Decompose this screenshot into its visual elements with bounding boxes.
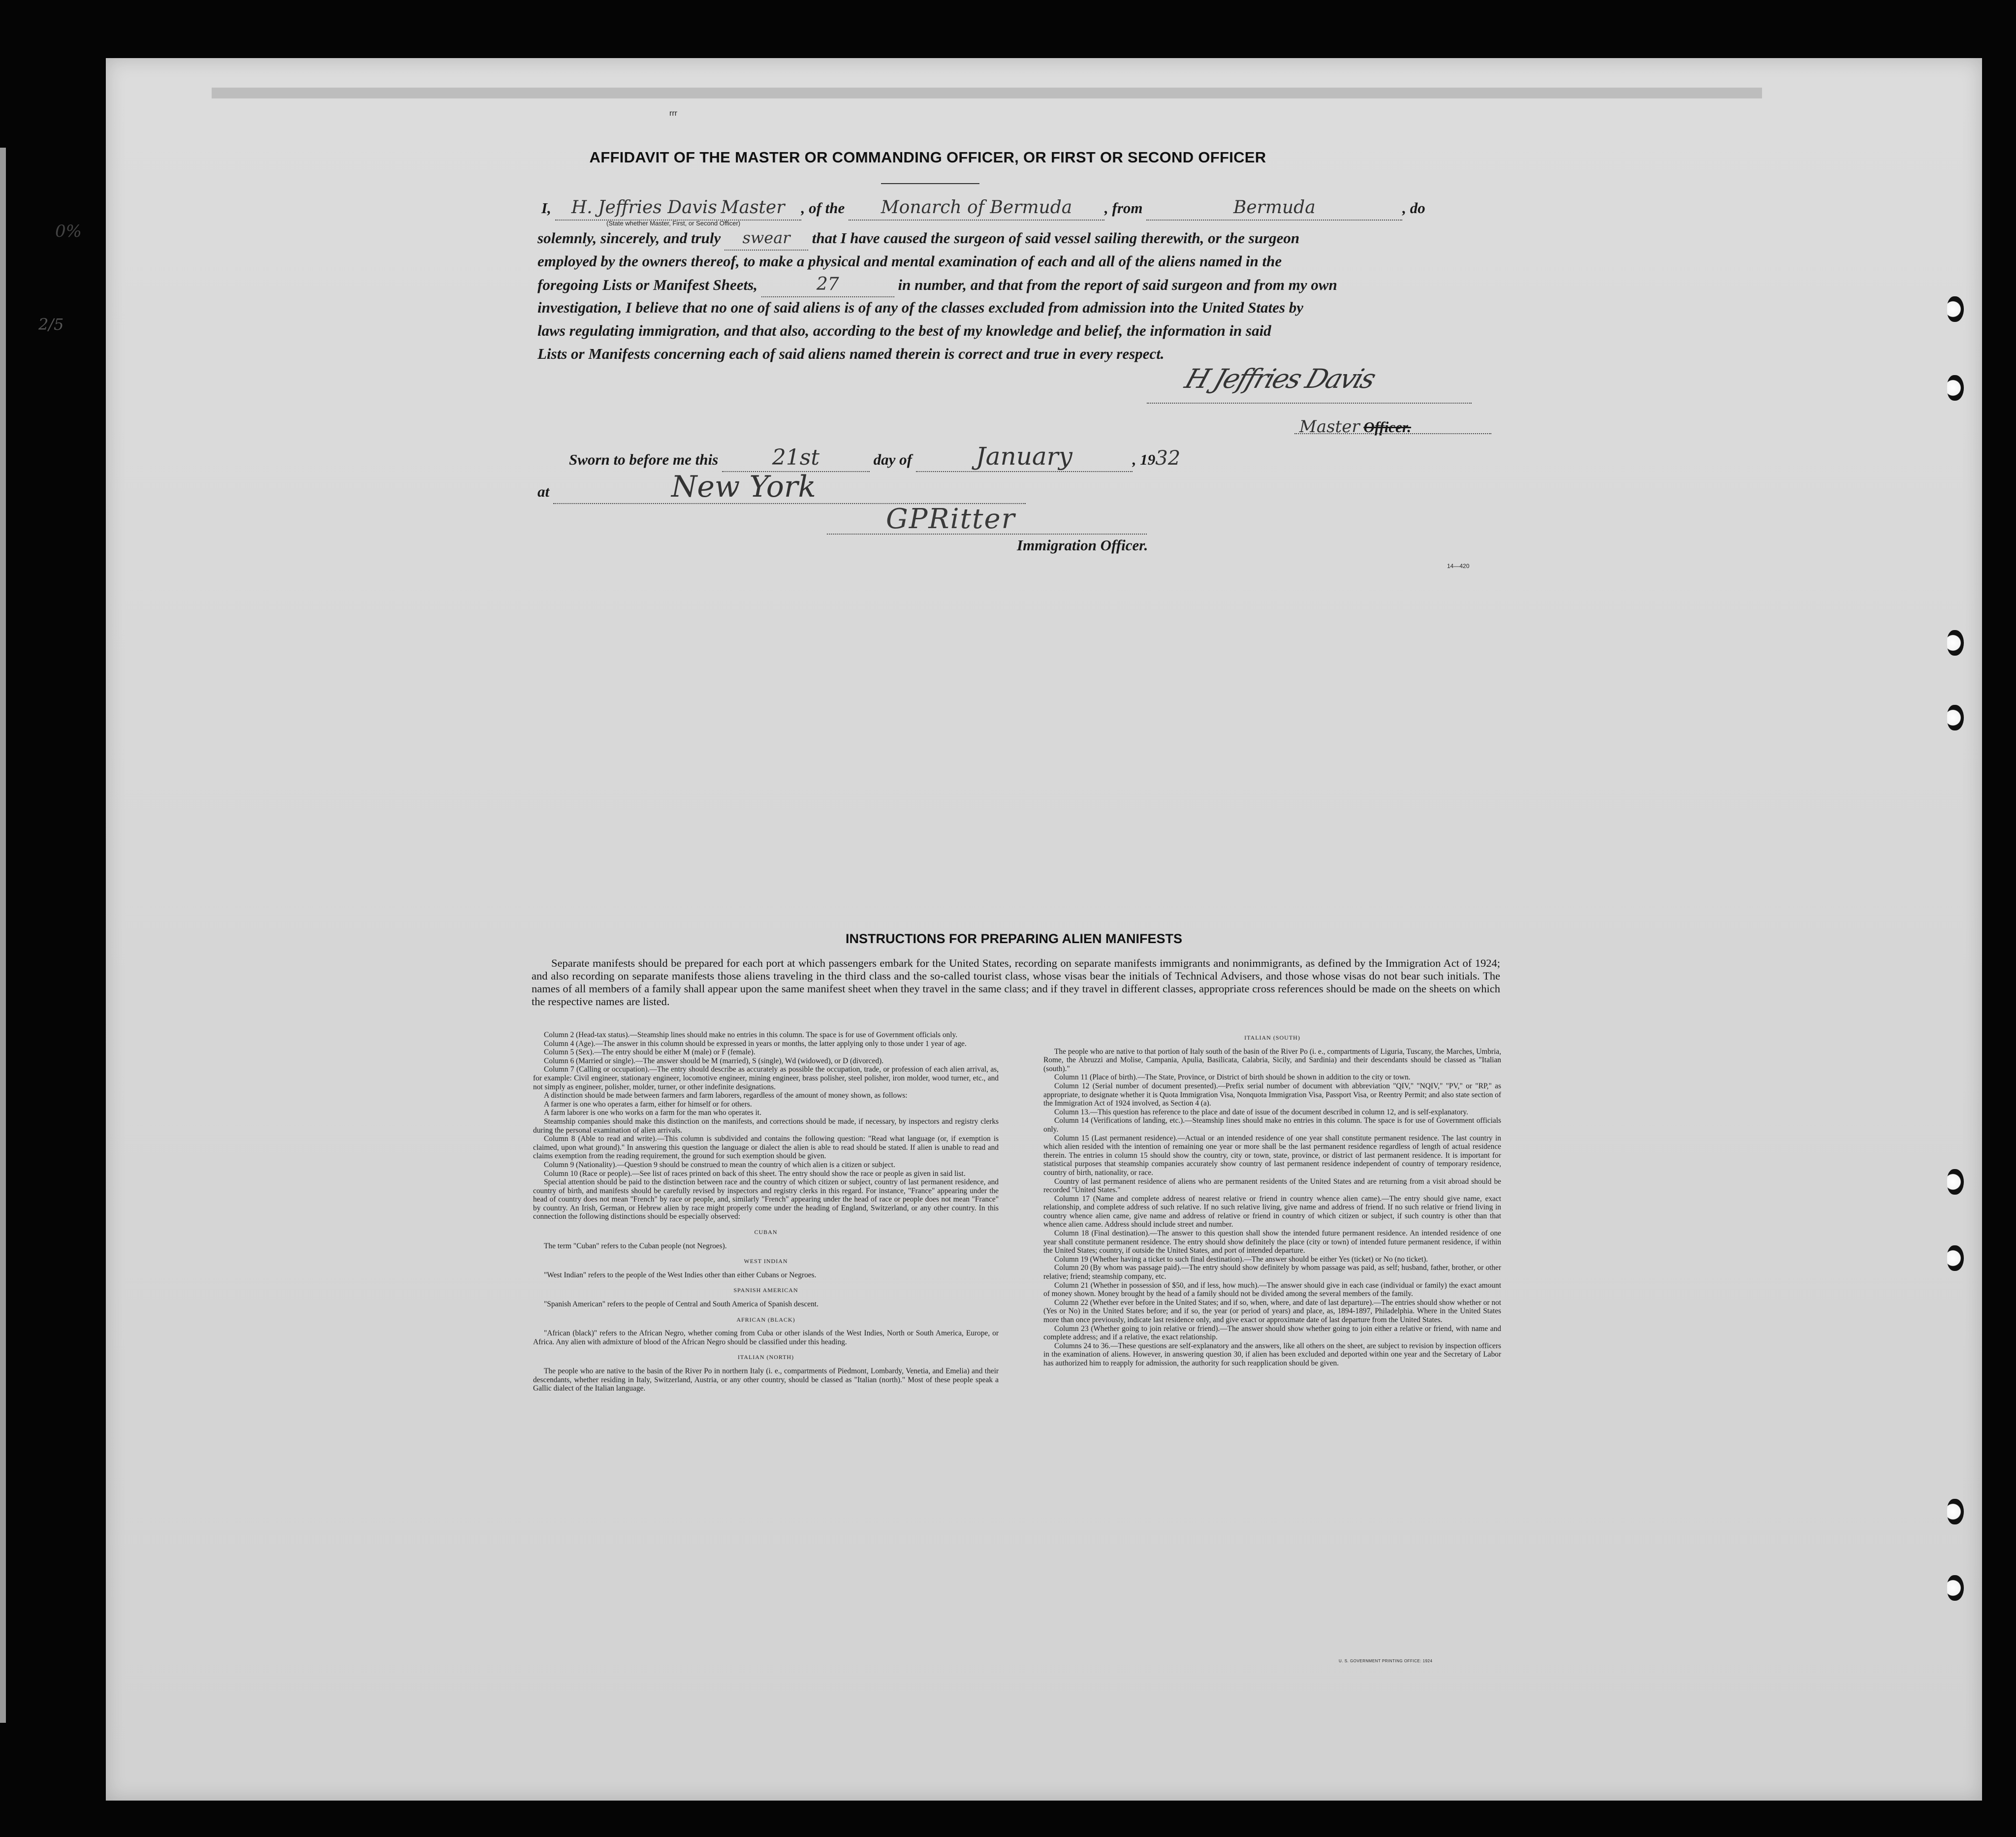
instruction-paragraph: Column 6 (Married or single).—The answer should be M (married), S (single), Wd (widowed), or D (divorced). bbox=[544, 1056, 883, 1065]
punch-hole bbox=[1947, 630, 1964, 656]
instruction-paragraph: Column 5 (Sex).—The entry should be either M (male) or F (female). bbox=[544, 1048, 756, 1057]
oath-word: swear bbox=[742, 228, 790, 247]
affidavit-line-4: foregoing Lists or Manifest Sheets, 27 in number, and that from the report of said surgeon and from my own bbox=[537, 273, 1506, 297]
punch-hole bbox=[1947, 296, 1964, 322]
sworn-line: Sworn to before me this 21st day of January , 1932 bbox=[569, 445, 1307, 472]
section-heading: CUBAN bbox=[754, 1229, 778, 1236]
instructions-title: INSTRUCTIONS FOR PREPARING ALIEN MANIFESTS bbox=[845, 931, 1183, 946]
instruction-paragraph: Column 20 (By whom was passage paid).—The entry should show definitely by whom passage was paid, as self; husband, father, brother, or other relative; friend; steamship company, etc. bbox=[1043, 1264, 1501, 1281]
section-heading: WEST INDIAN bbox=[744, 1258, 788, 1265]
affidavit-title: AFFIDAVIT OF THE MASTER OR COMMANDING OFFICER, OR FIRST OR SECOND OFFICER bbox=[589, 149, 1266, 166]
at-line: at New York bbox=[537, 475, 1079, 504]
instruction-paragraph: Steamship companies should make this distinction on the manifests, and corrections should be made, if necessary, by inspectors and registry clerks during the personal examination of alien arrivals. bbox=[533, 1117, 999, 1135]
instruction-paragraph: Column 18 (Final destination).—The answer to this question shall show the intended future permanent residence. An intended residence of one year shall constitute permanent residence. The entry should show definitely the place (city or town) of intended future permanent residence, if within the United States; country, if outside the United States, and port of intended departure. bbox=[1043, 1229, 1501, 1255]
instruction-paragraph: Column 7 (Calling or occupation).—The entry should describe as accurately as possible the occupation, trade, or profession of each alien arrival, as, for example: Civil engineer, stationary engineer, locomotive engineer, mining engineer, brass polisher, steel polisher, iron molder, wood turner, etc., and not simply as engineer, polisher, molder, turner, or other indefinite designations. bbox=[533, 1065, 999, 1091]
officer-rank-line bbox=[1299, 415, 1411, 439]
punch-hole bbox=[1947, 1499, 1964, 1524]
instruction-paragraph: The people who are native to that portion of Italy south of the basin of the River Po (i. e., compartments of Liguria, Tuscany, the Marches, Umbria, Rome, the Abruzzi and Molise, Campania, Apulia, Basilicata, Calabria, Sicily, and Sardinia) and their descendants should be classed as "Italian (south)." bbox=[1043, 1047, 1501, 1073]
immigration-officer-title: Immigration Officer. bbox=[1017, 537, 1148, 554]
instructions-left-column bbox=[533, 1031, 999, 1393]
instruction-paragraph: The people who are native to the basin of the River Po in northern Italy (i. e., compartments of Piedmont, Lombardy, Venetia, and Emelia) and their descendants, whether residing in Italy, Switzerland, Austria, or any other country, should be classed as "Italian (north)." Most of these people speak a Gallic dialect of the Italian language. bbox=[533, 1367, 999, 1393]
affidavit-line-2: solemnly, sincerely, and truly swear that I have caused the surgeon of said vessel sailing therewith, or the surgeon bbox=[537, 226, 1506, 251]
instruction-paragraph: "African (black)" refers to the African Negro, whether coming from Cuba or other islands of the West Indies, North or South America, Europe, or Africa. Any alien with admixture of blood of the African Negro should be classified under this heading. bbox=[533, 1329, 999, 1346]
punch-hole bbox=[1947, 1245, 1964, 1271]
affidavit-line-5: investigation, I believe that no one of said aliens is of any of the classes excluded from admission into the United States by bbox=[537, 299, 1304, 316]
master-signature: H Jeffries Davis bbox=[1181, 363, 1379, 394]
punch-hole bbox=[1947, 705, 1964, 730]
instruction-paragraph: Column 21 (Whether in possession of $50, and if less, how much).—The answer should give in each case (individual or family) the exact amount of money shown. Money brought by the head of a family should not be divided among the several members of the family. bbox=[1043, 1281, 1501, 1299]
printer-imprint: U. S. GOVERNMENT PRINTING OFFICE: 1924 bbox=[1339, 1659, 1433, 1663]
sworn-year: 32 bbox=[1155, 447, 1181, 470]
section-heading: AFRICAN (BLACK) bbox=[736, 1316, 795, 1323]
title-rule bbox=[881, 183, 979, 184]
instruction-paragraph: Columns 24 to 36.—These questions are self-explanatory and the answers, like all others on the sheet, are subject to revision by inspection officers in the examination of aliens. However, in answering question 30, if alien has been excluded and deported within one year and the Secretary of Labor has authorized him to reapply for admission, the authority for such reapplication should be given. bbox=[1043, 1341, 1501, 1367]
instruction-paragraph: Column 23 (Whether going to join relative or friend).—The answer should show whether going to join either a relative or friend, with name and complete address; and if a relative, the exact relationship. bbox=[1043, 1324, 1501, 1342]
port-name: Bermuda bbox=[1233, 197, 1316, 218]
instruction-paragraph: Column 9 (Nationality).—Question 9 should be construed to mean the country of which alien is a citizen or subject. bbox=[544, 1160, 895, 1169]
section-heading: ITALIAN (SOUTH) bbox=[1244, 1034, 1300, 1041]
instruction-paragraph: Column 19 (Whether having a ticket to such final destination).—The answer should be either Yes (ticket) or No (no ticket). bbox=[1054, 1255, 1428, 1264]
instruction-paragraph: Column 10 (Race or people).—See list of races printed on back of this sheet. The entry should show the race or people as given in said list. bbox=[544, 1169, 966, 1178]
margin-mark: 0% bbox=[55, 222, 82, 241]
instruction-paragraph: "West Indian" refers to the people of the West Indies other than either Cubans or Negroes. bbox=[544, 1270, 817, 1279]
instruction-paragraph: A distinction should be made between farmers and farm laborers, regardless of the amount of money shown, as follows: bbox=[544, 1091, 908, 1100]
instructions-right-column bbox=[1043, 1034, 1501, 1368]
sworn-place: New York bbox=[671, 470, 816, 504]
section-heading: ITALIAN (NORTH) bbox=[737, 1354, 794, 1361]
master-rank: Master bbox=[721, 197, 785, 218]
sheet-count: 27 bbox=[816, 274, 839, 294]
instruction-paragraph: Column 15 (Last permanent residence).—Actual or an intended residence of one year shall constitute permanent residence. The last country in which alien resided with the intention of remaining one year or more shall be the last permanent residence regardless of length of actual residence therein. The entries in column 15 should show the country, city or town, state, province, or district of last permanent residence. It is important for statistical purposes that steamship companies accurately show country of last permanent residence independent of country of temporary residence, country of birth, nationality, or race. bbox=[1043, 1134, 1501, 1177]
vessel-name: Monarch of Bermuda bbox=[881, 197, 1072, 218]
form-number: 14—420 bbox=[1447, 563, 1470, 570]
officer-rank: Master bbox=[1299, 417, 1360, 437]
binding-edge bbox=[0, 148, 6, 1723]
instruction-paragraph: A farmer is one who operates a farm, either for himself or for others. bbox=[544, 1100, 752, 1109]
instruction-paragraph: Column 22 (Whether ever before in the United States; and if so, when, where, and date of last departure).—The entries should show whether or not (Yes or No) in the United States before; and if so, the year (or period of years) and place, as, 1894-1897, Philadelphia. Where in the United States more than once previously, indicate last residence only, and give exact or approximate date of last departure from the United States. bbox=[1043, 1298, 1501, 1324]
page-edge bbox=[212, 88, 1762, 98]
instruction-paragraph: Column 14 (Verifications of landing, etc.).—Steamship lines should make no entries in this column. The space is for use of Government officials only. bbox=[1043, 1116, 1501, 1134]
affidavit-line-7: Lists or Manifests concerning each of said aliens named therein is correct and true in every respect. bbox=[537, 345, 1165, 362]
section-heading: SPANISH AMERICAN bbox=[733, 1287, 798, 1294]
rank-line bbox=[1294, 433, 1491, 434]
sworn-month: January bbox=[976, 442, 1072, 471]
instruction-paragraph: Column 2 (Head-tax status).—Steamship lines should make no entries in this column. The space is for use of Government officials only. bbox=[544, 1031, 958, 1039]
sworn-day: 21st bbox=[772, 445, 820, 470]
top-mark: rrr bbox=[669, 109, 677, 118]
affidavit-line-3: employed by the owners thereof, to make a physical and mental examination of each and all of the aliens named in the bbox=[537, 253, 1282, 270]
instruction-paragraph: Column 4 (Age).—The answer in this column should be expressed in years or months, the latter applying only to those under 1 year of age. bbox=[544, 1039, 967, 1048]
punch-hole bbox=[1947, 1575, 1964, 1601]
signature-line bbox=[1147, 403, 1472, 404]
instruction-paragraph: Column 12 (Serial number of document presented).—Prefix serial number of document with abbreviation "QIV," "NQIV," "PV," or "RP," as appropriate, to designate whether it is Quota Immigration Visa, Nonquota Immigration Visa, Passport Visa, or Reentry Permit; and also state section of the Immigration Act of 1924 involved, as Section 4 (a). bbox=[1043, 1081, 1501, 1108]
instruction-paragraph: "Spanish American" refers to the people of Central and South America of Spanish descent. bbox=[544, 1300, 819, 1309]
punch-hole bbox=[1947, 1169, 1964, 1195]
rank-hint: (State whether Master, First, or Second Officer) bbox=[606, 220, 741, 227]
margin-mark: 2/5 bbox=[38, 315, 64, 334]
instruction-paragraph: Column 11 (Place of birth).—The State, Province, or District of birth should be shown in addition to the city or town. bbox=[1054, 1073, 1411, 1082]
instruction-paragraph: Column 8 (Able to read and write).—This column is subdivided and contains the following question: "Read what language (or, if exemption is claimed, upon what ground)." In answering this question the language or dialect the alien is able to read should be stated. If alien is unable to read and claims exemption from the reading requirement, the ground for such exemption should be given. bbox=[533, 1135, 999, 1161]
instruction-paragraph: Special attention should be paid to the distinction between race and the country of which citizen or subject, country of last permanent residence, and country of birth, and manifests should be carefully revised by inspectors and registry clerks in this regard. For instance, "France" appearing under the head of country does not mean "French" by race or people, and, similarly "French" appearing under the head of race or people does not mean "France" by country. An Irish, German, or Hebrew alien by race might properly come under the heading of England, Switzerland, or any other country. In this connection the following distinctions should be especially observed: bbox=[533, 1178, 999, 1221]
instruction-paragraph: The term "Cuban" refers to the Cuban people (not Negroes). bbox=[544, 1241, 727, 1250]
master-name: H. Jeffries Davis bbox=[571, 197, 717, 218]
immigration-officer-signature: GPRitter bbox=[886, 503, 1016, 535]
instruction-paragraph: Country of last permanent residence of aliens who are permanent residents of the United States and are returning from a visit abroad should be recorded "United States." bbox=[1043, 1177, 1501, 1195]
affidavit-line-6: laws regulating immigration, and that also, according to the best of my knowledge and belief, the information in said bbox=[537, 322, 1271, 339]
instruction-paragraph: A farm laborer is one who works on a farm for the man who operates it. bbox=[544, 1109, 761, 1117]
instruction-paragraph: Column 13.—This question has reference to the place and date of issue of the document described in column 12, and is self-explanatory. bbox=[1054, 1108, 1468, 1116]
officer-label: Officer. bbox=[1363, 418, 1412, 436]
instructions-intro: Separate manifests should be prepared for each port at which passengers embark for the United States, recording on separate manifests immigrants and nonimmigrants, as defined by the Immigration Act of 1924; and also recording on separate manifests those aliens traveling in the third class and the so-called tourist class, whose visas bear the initials of Technical Advisers, and those whose visas do not bear such initials. The names of all members of a family shall appear upon the same manifest sheet when they travel in the same class; and if they travel in different classes, appropriate cross references should be made on the sheets on which the respective names are listed. bbox=[532, 957, 1500, 1008]
punch-hole bbox=[1947, 375, 1964, 401]
affidavit-line-1: I, H. Jeffries Davis Master , of the Monarch of Bermuda , from Bermuda , do bbox=[541, 196, 1506, 221]
instruction-paragraph: Column 17 (Name and complete address of nearest relative or friend in country whence alien came).—The entry should give name, exact relationship, and complete address of such relative. If no such relative living, give name and address of friend. If no such relative or friend living in country whence alien came, give name and address of relative or friend in country of which citizen or subject, if such country is other than that whence alien came. Address should include street and number. bbox=[1043, 1194, 1501, 1229]
